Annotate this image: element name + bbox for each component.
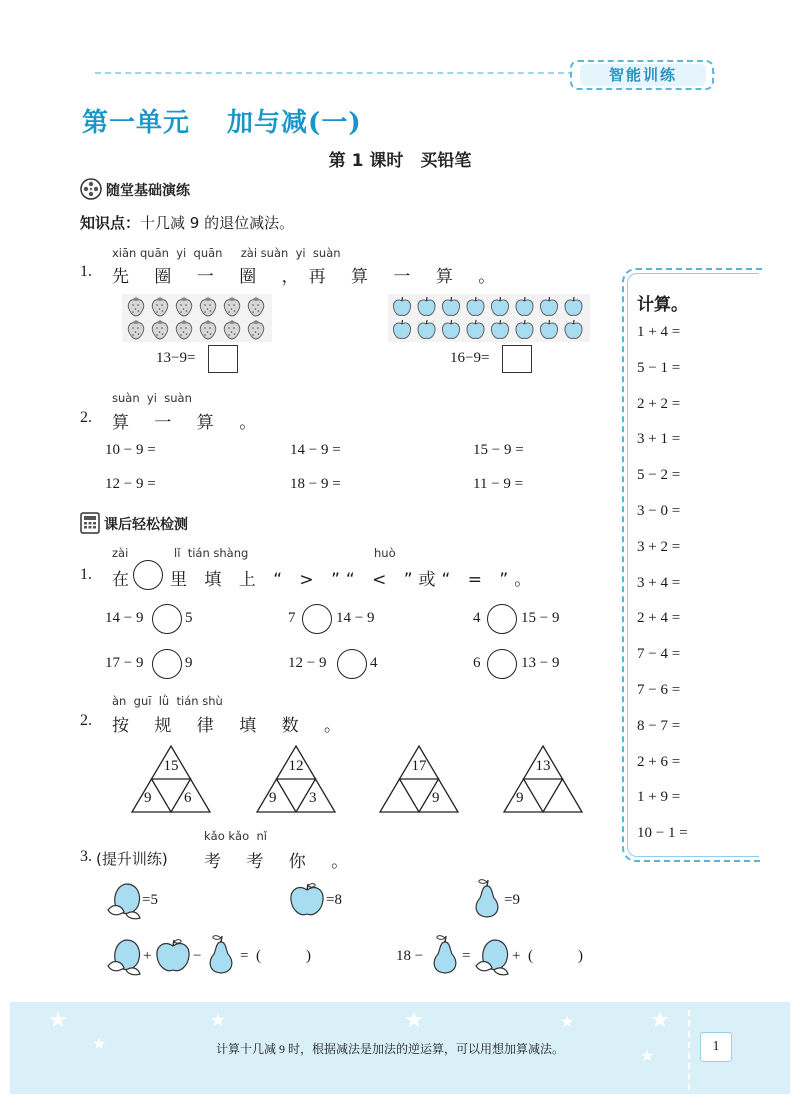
knowledge-text: 十几减 9 的退位减法。 — [140, 214, 295, 232]
star-icon: ★ — [560, 1012, 575, 1031]
strawberry-icon — [200, 320, 215, 339]
number-triangle — [255, 744, 337, 818]
sidebar-calc-item: 3 + 2 = — [637, 538, 681, 555]
sidebar-calc-item: 7 − 4 = — [637, 646, 681, 663]
q2-item: 14 − 9 = — [290, 442, 341, 458]
lesson-title: 第 1 课时 买铅笔 — [328, 151, 472, 171]
page-number: 1 — [700, 1032, 732, 1062]
q2-pinyin: suàn yi suàn — [112, 391, 192, 405]
peach-icon — [472, 936, 512, 980]
apple-icon — [154, 938, 192, 978]
triangle-left-number: 9 — [269, 790, 277, 806]
film-reel-icon — [80, 178, 102, 204]
compare-left: 7 — [288, 610, 296, 626]
pear-icon — [428, 934, 462, 980]
peach-value: =5 — [142, 892, 158, 908]
sidebar-calc-item: 8 − 7 = — [637, 717, 681, 734]
star-icon: ★ — [650, 1008, 670, 1033]
s2q1-pinyin-b: lǐ tián shàng — [174, 546, 249, 560]
compare-right: 4 — [370, 655, 378, 671]
triangle-right-number: 3 — [309, 790, 317, 806]
sidebar-calc-item: 2 + 6 = — [637, 753, 681, 770]
compare-circle[interactable] — [152, 649, 182, 679]
apple-icon — [418, 297, 435, 316]
plus-sign: + — [143, 948, 152, 964]
q1-pinyin: xiān quān yi quān zài suàn yi suàn — [112, 246, 341, 260]
pear-value: =9 — [504, 892, 520, 908]
footer-dash-line — [688, 1010, 690, 1090]
compare-circle[interactable] — [302, 604, 332, 634]
q1-text: 先 圈 一 圈 ，再 算 一 算 。 — [112, 267, 506, 287]
apple-icon — [491, 320, 508, 339]
answer-box-right[interactable] — [502, 345, 532, 373]
sidebar-calc-item: 1 + 4 = — [637, 324, 681, 340]
apple-icon — [540, 297, 557, 316]
compare-right: 5 — [185, 610, 193, 626]
triangle-top-number: 13 — [535, 758, 551, 774]
star-icon: ★ — [404, 1008, 424, 1033]
s2q2-text: 按 规 律 填 数 。 — [112, 716, 352, 736]
apple-icon — [288, 882, 326, 922]
sidebar-calc-item: 3 + 1 = — [637, 431, 681, 448]
s2q3-pinyin: kǎo kǎo nǐ — [204, 829, 267, 843]
apple-value: =8 — [326, 892, 342, 908]
strawberry-panel — [122, 294, 272, 342]
compare-circle[interactable] — [337, 649, 367, 679]
peach-icon — [104, 936, 144, 980]
q2-item: 10 − 9 = — [105, 442, 156, 458]
q2-item: 15 − 9 = — [473, 442, 524, 458]
q2-number: 2. — [80, 409, 92, 426]
star-icon: ★ — [210, 1010, 227, 1031]
s2q2-number: 2. — [80, 712, 92, 729]
star-icon: ★ — [92, 1034, 107, 1053]
unit-title: 第一单元 加与减(一) — [82, 108, 362, 138]
s2q2-pinyin: àn guī lǜ tián shù — [112, 694, 223, 708]
strawberry-icon — [152, 320, 167, 339]
q1-right-expr: 16−9= — [450, 350, 490, 366]
strawberry-icon — [176, 320, 191, 339]
triangle-right-number: 6 — [184, 790, 192, 806]
strawberry-icon — [152, 297, 167, 316]
apple-icon — [442, 297, 459, 316]
strawberry-icon — [122, 294, 272, 342]
q2-item: 12 − 9 = — [105, 476, 156, 492]
compare-left: 6 — [473, 655, 481, 671]
minus-sign: − — [193, 948, 202, 964]
triangle-left-number: 9 — [516, 790, 524, 806]
q2-text: 算 一 算 。 — [112, 413, 267, 433]
strawberry-icon — [128, 297, 143, 316]
sidebar-calc-item: 5 − 2 = — [637, 467, 681, 484]
triangle-top-number: 12 — [288, 758, 304, 774]
compare-left: 17 − 9 — [105, 655, 144, 671]
s2q1-text-a: 在 — [112, 570, 129, 590]
eq1-answer-paren[interactable]: = ( ) — [240, 948, 311, 964]
apple-icon — [565, 297, 582, 316]
compare-right: 14 − 9 — [336, 610, 375, 626]
q2-item: 11 − 9 = — [473, 476, 524, 492]
sidebar-calc-item: 1 + 9 = — [637, 789, 681, 806]
number-triangle — [378, 744, 460, 818]
compare-right: 15 − 9 — [521, 610, 560, 626]
apple-icon — [565, 320, 582, 339]
header-tag: 智能训练 — [580, 64, 706, 86]
apple-icon — [393, 297, 410, 316]
compare-circle[interactable] — [152, 604, 182, 634]
s2q3-number: 3. — [80, 848, 92, 865]
sidebar-calc-item: 5 − 1 = — [637, 359, 681, 376]
s2q1-pinyin-c: huò — [374, 546, 396, 560]
strawberry-icon — [248, 320, 263, 339]
strawberry-icon — [176, 297, 191, 316]
s2q1-text-b: 里 填 上 “ > ”“ < ”或“ = ”。 — [170, 570, 538, 590]
answer-box-left[interactable] — [208, 345, 238, 373]
apple-icon — [418, 320, 435, 339]
q2-item: 18 − 9 = — [290, 476, 341, 492]
s2q3-text: 考 考 你 。 — [204, 852, 359, 872]
triangle-top-number: 15 — [163, 758, 179, 774]
compare-circle-sample — [133, 560, 163, 590]
apple-icon — [516, 297, 533, 316]
compare-left: 4 — [473, 610, 481, 626]
triangle-left-number: 9 — [144, 790, 152, 806]
calculator-icon — [80, 512, 100, 538]
sidebar-title: 计算。 — [637, 295, 688, 315]
triangle-right-number: 9 — [432, 790, 440, 806]
knowledge-point — [80, 212, 294, 233]
pear-icon — [204, 934, 238, 980]
triangle-top-number: 17 — [411, 758, 427, 774]
apple-icon — [467, 297, 484, 316]
footer-tip: 计算十几减 9 时，根据减法是加法的逆运算，可以用想加算减法。 — [215, 1042, 564, 1056]
strawberry-icon — [248, 297, 263, 316]
compare-left: 12 − 9 — [288, 655, 327, 671]
compare-circle[interactable] — [487, 604, 517, 634]
compare-left: 14 − 9 — [105, 610, 144, 626]
eq2-answer-paren[interactable]: + ( ) — [512, 948, 583, 964]
compare-circle[interactable] — [487, 649, 517, 679]
sidebar-calc-item: 3 − 0 = — [637, 503, 681, 519]
apple-panel — [388, 294, 590, 342]
star-icon: ★ — [48, 1008, 68, 1033]
s2q1-number: 1. — [80, 566, 92, 583]
s2q3-prefix: (提升训练) — [96, 850, 168, 868]
sidebar-calc-item: 10 − 1 = — [637, 825, 688, 842]
star-icon: ★ — [640, 1046, 655, 1065]
apple-icon — [388, 294, 590, 342]
strawberry-icon — [128, 320, 143, 339]
peach-icon — [104, 880, 144, 924]
strawberry-icon — [200, 297, 215, 316]
sidebar-calc-item: 7 − 6 = — [637, 682, 681, 698]
apple-icon — [442, 320, 459, 339]
q1-left-expr: 13−9= — [156, 350, 196, 366]
s2q1-pinyin-a: zài — [112, 546, 129, 560]
section-title-practice: 随堂基础演练 — [106, 183, 190, 199]
section-title-check: 课后轻松检测 — [104, 517, 188, 533]
apple-icon — [393, 320, 410, 339]
knowledge-label: 知识点： — [80, 214, 141, 232]
number-triangle — [130, 744, 212, 818]
strawberry-icon — [224, 320, 239, 339]
equals-sign: = — [462, 948, 471, 964]
apple-icon — [540, 320, 557, 339]
apple-icon — [491, 297, 508, 316]
compare-right: 9 — [185, 655, 193, 671]
apple-icon — [516, 320, 533, 339]
pear-icon — [470, 878, 504, 924]
sidebar-calc-item: 3 + 4 = — [637, 574, 681, 591]
eq2-prefix: 18 − — [396, 948, 424, 964]
apple-icon — [467, 320, 484, 339]
number-triangle — [502, 744, 584, 818]
q1-number: 1. — [80, 263, 92, 280]
strawberry-icon — [224, 297, 239, 316]
sidebar-calc-item: 2 + 2 = — [637, 395, 681, 412]
sidebar-calc-item: 2 + 4 = — [637, 610, 681, 627]
compare-right: 13 − 9 — [521, 655, 560, 671]
